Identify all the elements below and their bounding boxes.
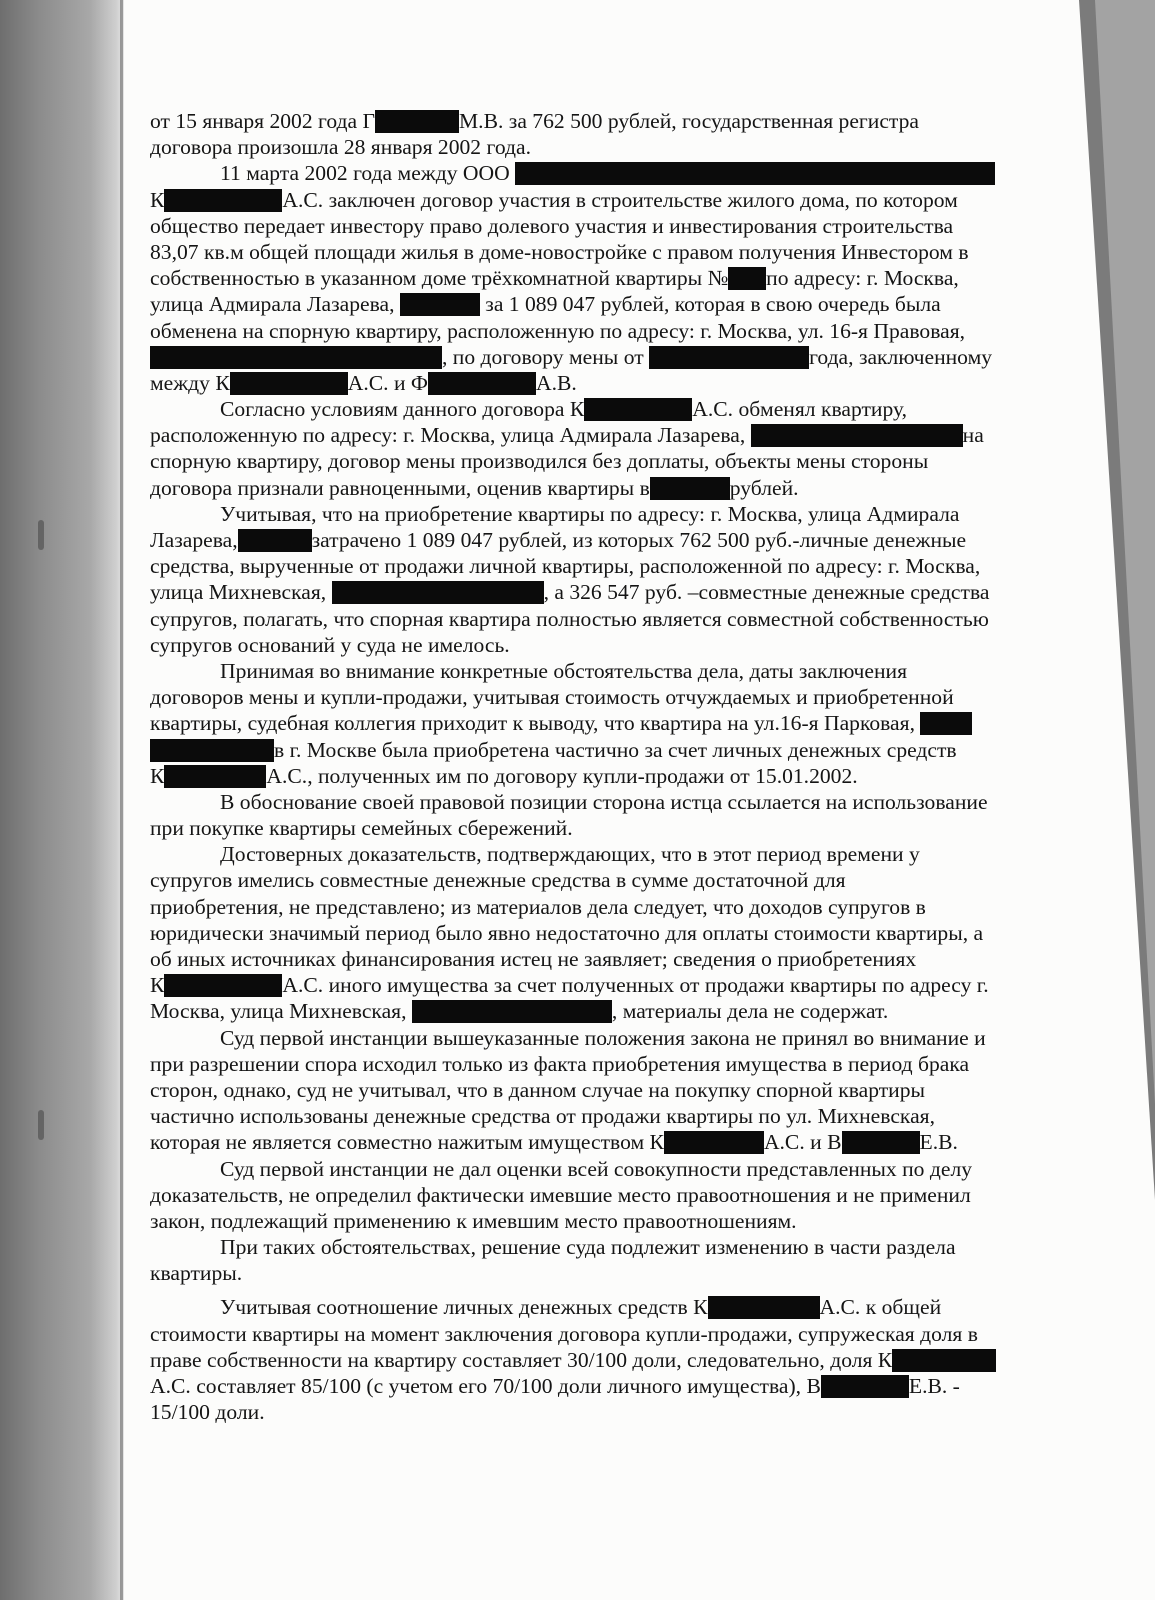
redaction-bar: [238, 529, 312, 552]
text-line: спорную квартиру, договор мены производился без доплаты, объекты мены стороны: [150, 449, 929, 474]
redaction-bar: [428, 372, 536, 395]
text-line: договоров мены и купли-продажи, учитывая стоимость отчуждаемых и приобретенной: [150, 685, 954, 710]
redaction-bar: [164, 974, 282, 997]
text-line: сторон, однако, суд не учитывал, что в данном случае на покупку спорной квартиры: [150, 1077, 926, 1102]
redaction-bar: [332, 581, 544, 604]
text-line: квартиры, судебная коллегия приходит к выводу, что квартира на ул.16-я Парковая,: [150, 710, 1050, 736]
binding-shadow: [0, 0, 128, 1600]
text-line: улица Адмирала Лазарева, за 1 089 047 рублей, которая в свою очередь была: [150, 292, 941, 317]
text-line: праве собственности на квартиру составляет 30/100 доли, следовательно, доля К: [150, 1347, 1050, 1373]
text-line: 11 марта 2002 года между ООО: [150, 160, 1050, 186]
text-line: собственностью в указанном доме трёхкомнатной квартиры № по адресу: г. Москва,: [150, 266, 959, 291]
text-line: в г. Москве была приобретена частично за счет личных денежных средств: [150, 737, 1050, 763]
text-line: общество передает инвестору право долевого участия и инвестирования строительства: [150, 213, 954, 238]
redaction-bar: [230, 372, 348, 395]
text-line: договора произошла 28 января 2002 года.: [150, 135, 531, 160]
redaction-bar: [821, 1375, 909, 1398]
text-line: Суд первой инстанции не дал оценки всей совокупности представленных по делу: [220, 1156, 973, 1181]
text-line: Достоверных доказательств, подтверждающих, что в этот период времени у: [220, 842, 920, 867]
redaction-bar: [842, 1131, 920, 1154]
redaction-bar: [412, 1000, 612, 1023]
text-line: К А.С. иного имущества за счет полученных от продажи квартиры по адресу г.: [150, 973, 989, 998]
text-line: К А.С., полученных им по договору купли-продажи от 15.01.2002.: [150, 763, 858, 788]
text-line: между К А.С. и Ф А.В.: [150, 370, 577, 395]
text-line: К А.С. заключен договор участия в строительстве жилого дома, по котором: [150, 187, 958, 212]
text-line: договора признали равноценными, оценив квартиры в рублей.: [150, 475, 799, 500]
text-line: юридически значимый период было явно недостаточно для оплаты стоимости квартиры, а: [150, 920, 984, 945]
text-line: супругов имелись совместные денежные средства в сумме достаточной для: [150, 868, 846, 893]
redaction-bar: [400, 293, 480, 316]
redaction-bar: [664, 1131, 764, 1154]
text-line: А.С. составляет 85/100 (с учетом его 70/100 доли личного имущества), В Е.В. -: [150, 1374, 960, 1398]
text-line: При таких обстоятельствах, решение суда подлежит изменению в части раздела: [220, 1235, 956, 1260]
text-line: Учитывая, что на приобретение квартиры по адресу: г. Москва, улица Адмирала: [220, 501, 960, 526]
text-line: обменена на спорную квартиру, расположенную по адресу: г. Москва, ул. 16-я Правовая,: [150, 318, 966, 343]
text-line: стоимости квартиры на момент заключения договора купли-продажи, супружеская доля в: [150, 1321, 978, 1346]
page-edge: [120, 0, 123, 1600]
text-line: супругов, полагать, что спорная квартира полностью является совместной собственностью: [150, 606, 989, 631]
redaction-bar: [515, 162, 995, 185]
redaction-bar: [751, 424, 963, 447]
text-line: средства, вырученные от продажи личной квартиры, расположенной по адресу: г. Москва,: [150, 554, 981, 579]
text-line: частично использованы денежные средства от продажи квартиры по ул. Михневская,: [150, 1104, 935, 1129]
text-line: Лазарева, затрачено 1 089 047 рублей, из которых 762 500 руб.-личные денежные: [150, 528, 967, 552]
text-line: при разрешении спора исходил только из факта приобретения имущества в период брака: [150, 1051, 970, 1076]
redaction-bar: [708, 1296, 820, 1319]
redaction-bar: [584, 398, 692, 421]
redaction-bar: [649, 346, 809, 369]
text-line: от 15 января 2002 года Г М.В. за 762 500 рублей, государственная регистра: [150, 109, 919, 133]
redaction-bar: [150, 739, 274, 762]
text-line: 83,07 кв.м общей площади жилья в доме-новостройке с правом получения Инвестором в: [150, 239, 969, 264]
text-line: Москва, улица Михневская, , материалы дела не содержат.: [150, 999, 889, 1024]
text-line: которая не является совместно нажитым имуществом К А.С. и В Е.В.: [150, 1130, 958, 1155]
redaction-bar: [164, 765, 266, 788]
text-line: закон, подлежащий применению к имевшим место правоотношениям.: [150, 1208, 797, 1233]
redaction-bar: [920, 712, 972, 735]
binding-hole: [38, 1110, 44, 1140]
redaction-bar: [728, 267, 766, 290]
redaction-bar: [150, 346, 442, 369]
redaction-bar: [650, 477, 730, 500]
text-line: Принимая во внимание конкретные обстоятельства дела, даты заключения: [220, 658, 908, 683]
redaction-bar: [164, 189, 282, 212]
binding-hole: [38, 520, 44, 550]
text-line: В обоснование своей правовой позиции сторона истца ссылается на использование: [220, 789, 988, 814]
text-line: доказательств, не определил фактически имевшие место правоотношения и не применил: [150, 1182, 971, 1207]
text-line: 15/100 доли.: [150, 1400, 265, 1425]
redaction-bar: [892, 1349, 996, 1372]
text-line: , по договору мены от года, заключенному: [150, 344, 1050, 370]
text-line: квартиры.: [150, 1261, 243, 1286]
text-line: Согласно условиям данного договора К А.С. обменял квартиру,: [220, 397, 907, 422]
text-line: улица Михневская, , а 326 547 руб. –совместные денежные средства: [150, 580, 990, 605]
text-line: расположенную по адресу: г. Москва, улица Адмирала Лазарева, на: [150, 423, 984, 448]
redaction-bar: [375, 110, 459, 133]
court-ruling-text: [150, 108, 1050, 1425]
text-line: Учитывая соотношение личных денежных средств К А.С. к общей: [220, 1295, 942, 1320]
text-line: приобретения, не представлено; из материалов дела следует, что доходов супругов в: [150, 894, 926, 919]
text-line: супругов оснований у суда не имелось.: [150, 632, 510, 657]
text-line: Суд первой инстанции вышеуказанные положения закона не принял во внимание и: [220, 1025, 986, 1050]
text-line: при покупке квартиры семейных сбережений.: [150, 816, 573, 841]
text-line: об иных источниках финансирования истец не заявляет; сведения о приобретениях: [150, 947, 917, 971]
